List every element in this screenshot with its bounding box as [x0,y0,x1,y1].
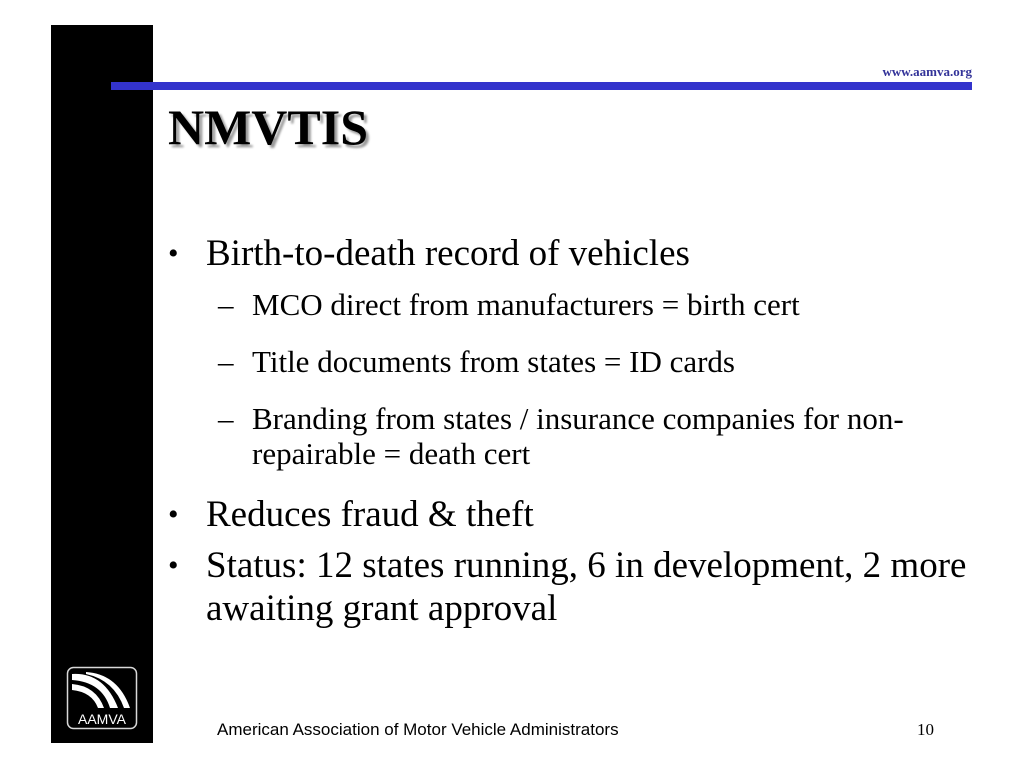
page-number: 10 [917,720,934,739]
aamva-logo-icon [66,666,138,730]
sub-item [166,287,1016,322]
side-bar [51,25,153,743]
bullet-icon: • [168,498,179,531]
dash-icon: – [218,401,234,436]
sub-item-text: MCO direct from manufacturers = birth cert [252,287,800,322]
bullet-icon: • [168,549,179,582]
dash-icon: – [218,287,234,322]
sub-list [166,287,1016,471]
slide-title: NMVTIS [168,99,369,155]
bullet-item [166,544,1016,630]
bullet-text: Reduces fraud & theft [206,494,534,535]
footer-text: American Association of Motor Vehicle Administrators [217,720,619,739]
bullet-icon: • [168,237,179,270]
sub-item [166,401,1016,471]
accent-line [111,82,972,90]
sub-item-text: Branding from states / insurance companies for non-repairable = death cert [252,401,904,471]
slide-content [166,232,1016,638]
sub-item [166,344,1016,379]
sub-item-text: Title documents from states = ID cards [252,344,735,379]
bullet-text: Birth-to-death record of vehicles [206,233,690,274]
bullet-item [166,232,1016,275]
dash-icon: – [218,344,234,379]
bullet-item [166,493,1016,536]
bullet-text: Status: 12 states running, 6 in development, 2 more awaiting grant approval [206,545,967,629]
logo-text: AAMVA [78,711,126,727]
site-url: www.aamva.org [882,64,972,79]
